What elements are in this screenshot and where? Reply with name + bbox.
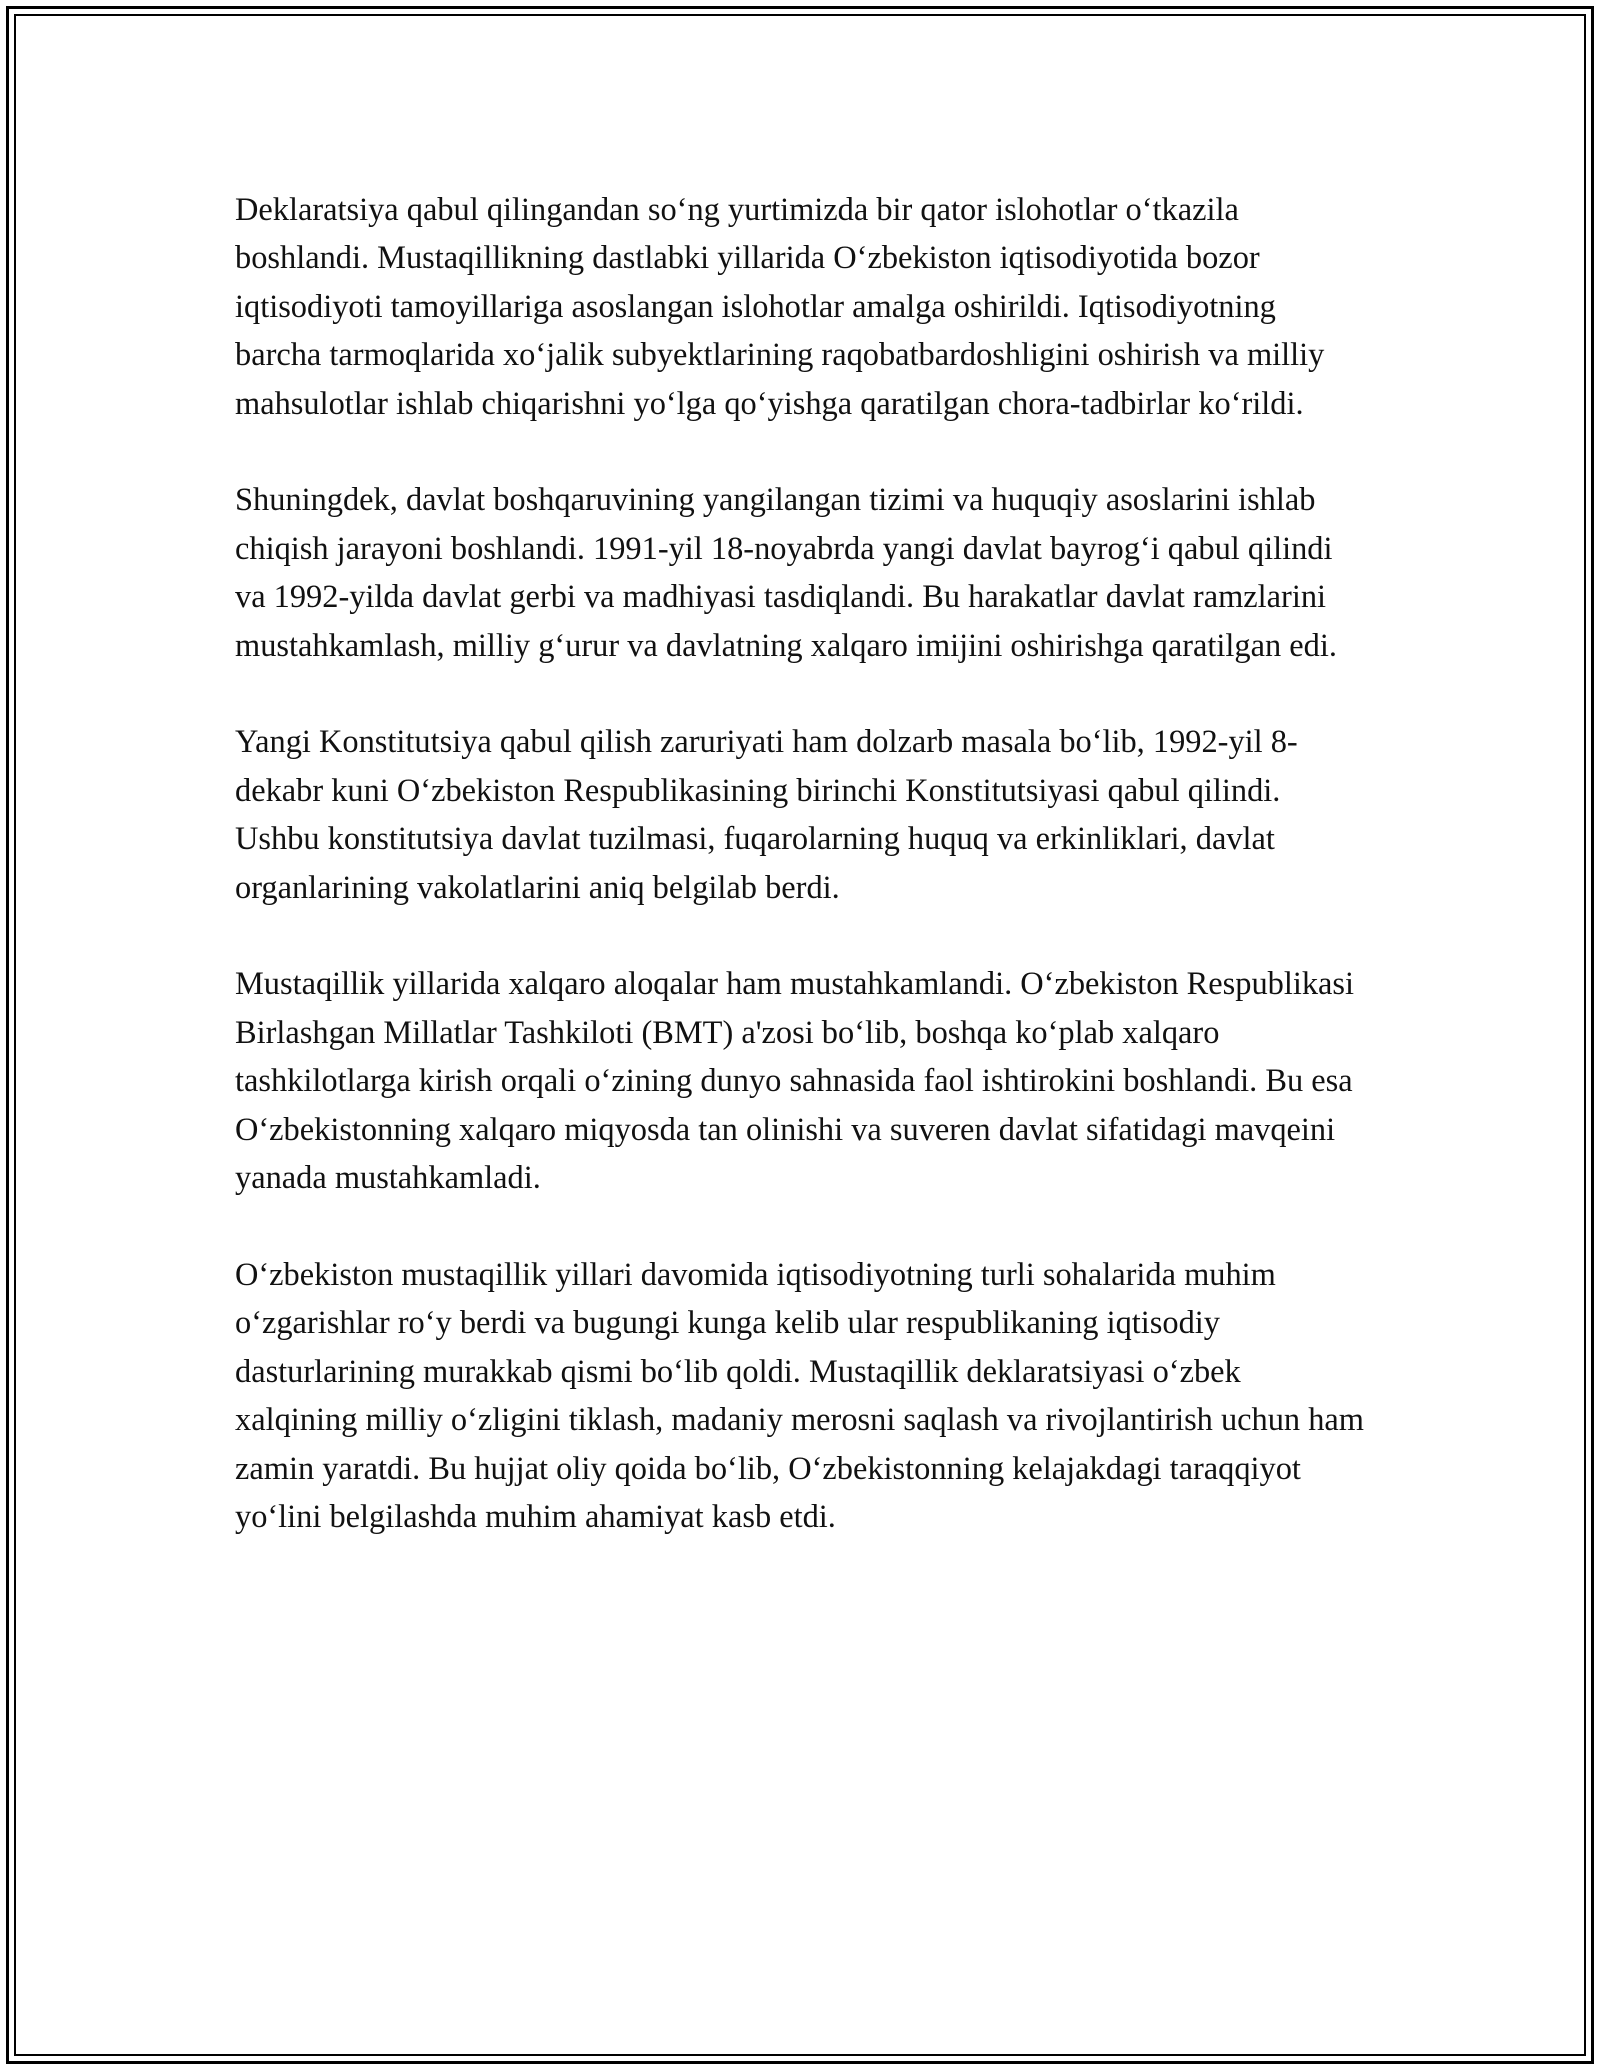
paragraph-reforms: Deklaratsiya qabul qilingandan so‘ng yurtimizda bir qator islohotlar o‘tkazila boshlandi. Mustaqillikning dastlabki yillarida O‘zbekiston iqtisodiyotida bozor iqtisodiyoti tamoyillariga asoslangan islohotlar amalga oshirildi. Iqtisodiyotning barcha tarmoqlarida xo‘jalik subyektlarining raqobatbardoshligini oshirish va milliy mahsulotlar ishlab chiqarishni yo‘lga qo‘yishga qaratilgan chora-tadbirlar ko‘rildi. [235, 192, 1325, 422]
paragraph-constitution: Yangi Konstitutsiya qabul qilish zaruriyati ham dolzarb masala bo‘lib, 1992-yil 8-dekabr kuni O‘zbekiston Respublikasining birinchi Konstitutsiyasi qabul qilindi. Ushbu konstitutsiya davlat tuzilmasi, fuqarolarning huquq va erkinliklari, davlat organlarining vakolatlarini aniq belgilab berdi. [235, 724, 1298, 906]
paragraph-international-relations: Mustaqillik yillarida xalqaro aloqalar ham mustahkamlandi. O‘zbekiston Respublikasi Birlashgan Millatlar Tashkiloti (BMT) a'zosi bo‘lib, boshqa ko‘plab xalqaro tashkilotlarga kirish orqali o‘zining dunyo sahnasida faol ishtirokini boshlandi. Bu esa O‘zbekistonning xalqaro miqyosda tan olinishi va suveren davlat sifatidagi mavqeini yanada mustahkamladi. [235, 966, 1355, 1197]
paragraph-economic-changes: O‘zbekiston mustaqillik yillari davomida iqtisodiyotning turli sohalarida muhim o‘zgarishlar ro‘y berdi va bugungi kunga kelib ular respublikaning iqtisodiy dasturlarining murakkab qismi bo‘lib qoldi. Mustaqillik deklaratsiyasi o‘zbek xalqining milliy o‘zligini tiklash, madaniy merosni saqlash va rivojlantirish uchun ham zamin yaratdi. Bu hujjat oliy qoida bo‘lib, O‘zbekistonning kelajakdagi taraqqiyot yo‘lini belgilashda muhim ahamiyat kasb etdi. [235, 1256, 1364, 1535]
document-body [235, 186, 1365, 1590]
paragraph-state-symbols: Shuningdek, davlat boshqaruvining yangilangan tizimi va huquqiy asoslarini ishlab chiqish jarayoni boshlandi. 1991-yil 18-noyabrda yangi davlat bayrog‘i qabul qilindi va 1992-yilda davlat gerbi va madhiyasi tasdiqlandi. Bu harakatlar davlat ramzlarini mustahkamlash, milliy g‘urur va davlatning xalqaro imijini oshirishga qaratilgan edi. [235, 482, 1337, 664]
